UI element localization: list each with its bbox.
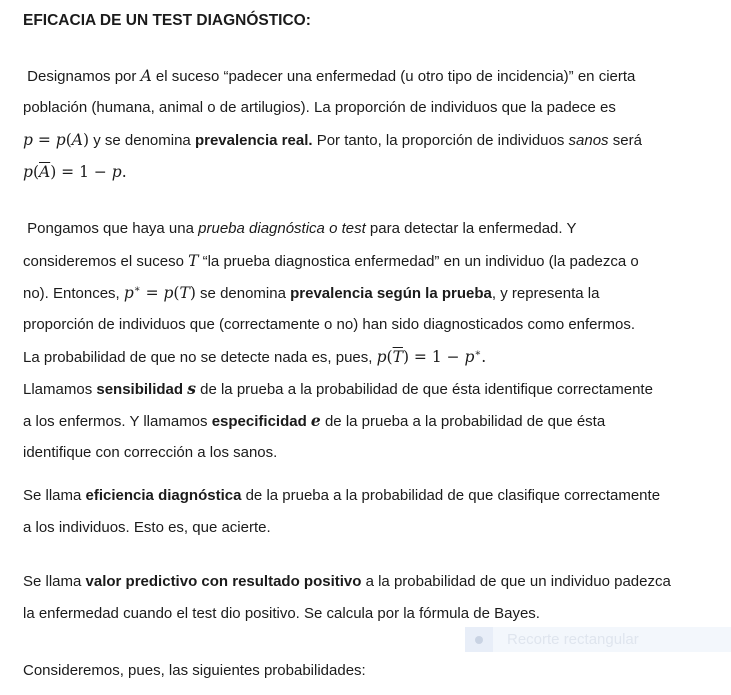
- snip-mode-icon: [465, 627, 493, 652]
- text-line: Se llama eficiencia diagnóstica de la prueba a la probabilidad de que clasifique correctamente: [23, 487, 661, 504]
- text-line: a los individuos. Esto es, que acierte.: [23, 519, 271, 536]
- document-title: EFICACIA DE UN TEST DIAGNÓSTICO:: [23, 12, 311, 29]
- paragraph: [23, 480, 713, 544]
- text-line: proporción de individuos que (correctamente o no) han sido diagnosticados como enfermos.: [23, 316, 636, 333]
- document-body: [23, 60, 713, 687]
- text-line: Consideremos, pues, las siguientes probabilidades:: [23, 662, 366, 679]
- text-line: p = p(A) y se denomina prevalencia real. Por tanto, la proporción de individuos sanos será: [23, 131, 642, 149]
- text-line: $p(\overline{A}) = 1 - p$.: [23, 163, 127, 181]
- snip-toast-label: Recorte rectangular: [507, 631, 639, 648]
- text-line: Designamos por A el suceso “padecer una enfermedad (u otro tipo de incidencia)” en cierta: [23, 67, 636, 85]
- paragraph: [23, 213, 713, 469]
- text-line: identifique con corrección a los sanos.: [23, 444, 278, 461]
- text-line: Se llama valor predictivo con resultado positivo a la probabilidad de que un individuo padezca: [23, 573, 671, 590]
- bullet-icon: [475, 636, 483, 644]
- snip-toast[interactable]: [465, 627, 731, 652]
- text-line: La probabilidad de que no se detecte nada es, pues, $p(\overline{T}) = 1 - p^∗$.: [23, 348, 487, 366]
- text-line: Llamamos sensibilidad s de la prueba a la probabilidad de que ésta identifique correctamente: [23, 379, 653, 398]
- text-line: población (humana, animal o de artilugios). La proporción de individuos que la padece es: [23, 99, 616, 116]
- text-line: Pongamos que haya una prueba diagnóstica o test para detectar la enfermedad. Y: [23, 220, 577, 237]
- text-line: no). Entonces, p∗ = p(T) se denomina prevalencia según la prueba, y representa la: [23, 284, 600, 302]
- paragraph: [23, 655, 713, 687]
- text-line: consideremos el suceso T “la prueba diagnostica enfermedad” en un individuo (la padezca o: [23, 252, 639, 270]
- text-line: la enfermedad cuando el test dio positivo. Se calcula por la fórmula de Bayes.: [23, 605, 540, 622]
- text-line: a los enfermos. Y llamamos especificidad e de la prueba a la probabilidad de que ésta: [23, 411, 606, 430]
- paragraph: [23, 60, 713, 188]
- paragraph: [23, 566, 713, 630]
